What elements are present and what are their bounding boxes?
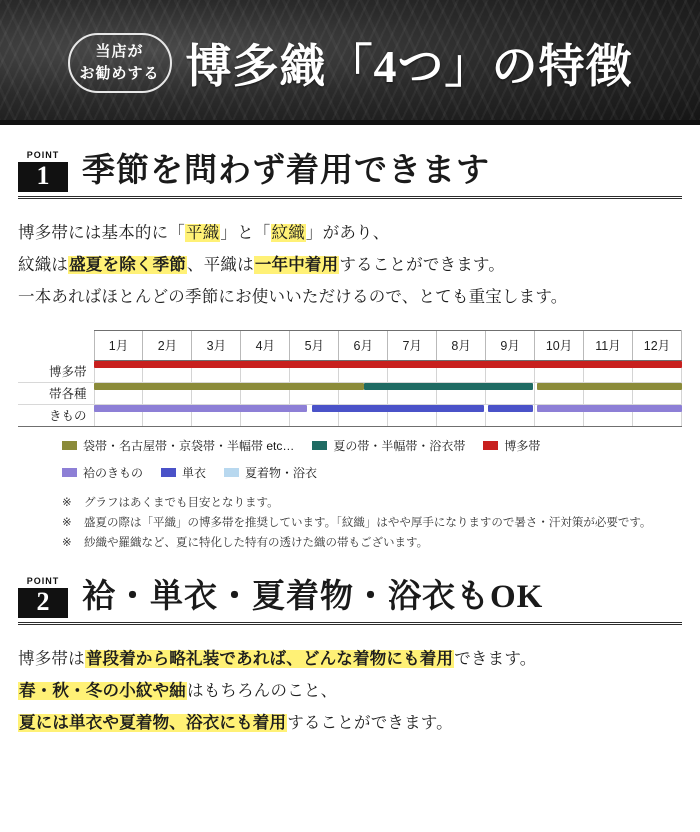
point-1-paragraph-2: 紋織は盛夏を除く季節、平織は一年中着用することができます。 (18, 256, 506, 275)
chart-track-cell (192, 360, 241, 382)
legend-item (161, 464, 206, 481)
chart-notes (62, 493, 682, 553)
chart-track-cell (535, 404, 584, 426)
chart-track-cell (290, 382, 339, 404)
chart-track-cell (486, 360, 535, 382)
highlight-seika-nozoku: 盛夏を除く季節 (69, 256, 187, 275)
chart-body (18, 360, 682, 426)
banner-badge (68, 33, 172, 93)
note-mark: ※ (62, 516, 72, 529)
banner-badge-line1: 当店が (95, 42, 144, 60)
point-2-heading (18, 577, 682, 625)
chart-month-header: 10月 (535, 330, 584, 360)
point-2-title: 袷・単衣・夏着物・浴衣もOK (82, 578, 544, 615)
chart-track-cell (192, 404, 241, 426)
page-title: 博多織「4つ」の特徴 (185, 40, 633, 92)
point-1-title: 季節を問わず着用できます (82, 153, 490, 190)
chart-legend-row-2 (62, 464, 682, 481)
chart-track-cell (632, 404, 681, 426)
legend-label: 袷のきもの (83, 465, 144, 480)
legend-label: 夏の帯・半幅帯・浴衣帯 (333, 438, 466, 453)
chart-track-cell (339, 360, 388, 382)
chart-month-header: 9月 (486, 330, 535, 360)
note-text: グラフはあくまでも目安となります。 (84, 496, 279, 509)
chart-track-cell (94, 382, 143, 404)
note-text: 紗織や羅織など、夏に特化した特有の透けた織の帯もございます。 (84, 536, 429, 549)
season-chart-table (18, 330, 682, 427)
chart-track-cell (437, 360, 486, 382)
point-1-heading (18, 151, 682, 199)
chart-track-cell (535, 382, 584, 404)
chart-month-header: 12月 (632, 330, 681, 360)
point-2-paragraph-1 (18, 643, 682, 675)
chart-track-cell (94, 360, 143, 382)
chart-month-header: 8月 (437, 330, 486, 360)
legend-item (224, 464, 317, 481)
legend-item (483, 437, 540, 454)
highlighted-text: 春・秋・冬の小紋や紬 (19, 682, 186, 701)
chart-track-cell (584, 404, 633, 426)
highlight-monori: 紋織 (271, 224, 305, 242)
point-1-badge-word: POINT (26, 150, 60, 160)
chart-track-cell (290, 404, 339, 426)
chart-corner-cell (18, 330, 94, 360)
chart-track-cell (143, 360, 192, 382)
chart-track-cell (290, 360, 339, 382)
chart-track-cell (437, 404, 486, 426)
chart-track-cell (388, 360, 437, 382)
legend-swatch (161, 468, 176, 477)
legend-item (62, 437, 294, 454)
chart-row (18, 360, 682, 382)
plain-text: はもちろんのこと、 (187, 682, 338, 701)
chart-month-header: 11月 (584, 330, 633, 360)
chart-legend-row-1 (62, 437, 682, 454)
legend-swatch (312, 441, 327, 450)
point-1-badge (18, 151, 68, 192)
note-text: 盛夏の際は「平織」の博多帯を推奨しています。「紋織」はやや厚手になりますので暑さ・汗対策が必要です。 (84, 516, 652, 529)
chart-row-label: きもの (18, 404, 94, 426)
legend-label: 単衣 (182, 465, 207, 480)
chart-track-cell (339, 404, 388, 426)
chart-note (62, 493, 682, 513)
chart-month-header: 7月 (388, 330, 437, 360)
banner-badge-line2: お勧めする (79, 64, 160, 82)
plain-text: することができます。 (287, 714, 453, 733)
chart-row-label: 博多帯 (18, 360, 94, 382)
season-chart (18, 330, 682, 427)
chart-track-cell (143, 404, 192, 426)
chart-track-cell (486, 404, 535, 426)
highlighted-text: 普段着から略礼装であれば、どんな着物にも着用 (85, 649, 454, 668)
chart-track-cell (94, 404, 143, 426)
chart-track-cell (192, 382, 241, 404)
chart-track-cell (339, 382, 388, 404)
legend-label: 袋帯・名古屋帯・京袋帯・半幅帯 etc… (83, 438, 295, 453)
highlighted-text: 夏には単衣や夏着物、浴衣にも着用 (19, 714, 287, 733)
chart-track-cell (632, 382, 681, 404)
chart-header-row (18, 330, 682, 360)
legend-swatch (483, 441, 498, 450)
plain-text: できます。 (454, 649, 537, 668)
highlight-hiraori: 平織 (186, 224, 220, 242)
point-2-badge (18, 577, 68, 618)
plain-text: 博多帯は (18, 649, 85, 668)
legend-swatch (62, 468, 77, 477)
legend-item (312, 437, 465, 454)
point-2-paragraph-3 (18, 707, 682, 739)
chart-row (18, 404, 682, 426)
chart-row (18, 382, 682, 404)
note-mark: ※ (62, 496, 72, 509)
chart-track-cell (486, 382, 535, 404)
chart-track-cell (584, 382, 633, 404)
chart-track-cell (241, 382, 290, 404)
chart-month-header: 4月 (241, 330, 290, 360)
chart-month-header: 5月 (290, 330, 339, 360)
point-2-paragraph-2 (18, 675, 682, 707)
chart-month-header: 3月 (192, 330, 241, 360)
chart-track-cell (535, 360, 584, 382)
chart-month-header: 1月 (94, 330, 143, 360)
banner-content (0, 0, 700, 125)
point-1-badge-number: 1 (18, 162, 68, 192)
chart-track-cell (388, 382, 437, 404)
chart-track-cell (143, 382, 192, 404)
header-banner (0, 0, 700, 125)
chart-note (62, 533, 682, 553)
chart-track-cell (241, 404, 290, 426)
point-1-paragraph-3: 一本あればほとんどの季節にお使いいただけるので、とても重宝します。 (18, 288, 568, 307)
chart-track-cell (241, 360, 290, 382)
legend-label: 博多帯 (504, 438, 541, 453)
point-2-badge-number: 2 (18, 588, 68, 618)
legend-swatch (224, 468, 239, 477)
legend-swatch (62, 441, 77, 450)
legend-item (62, 464, 143, 481)
chart-row-label: 帯各種 (18, 382, 94, 404)
chart-month-header: 6月 (339, 330, 388, 360)
point-1-paragraph-1: 博多帯には基本的に「平織」と「紋織」があり、 (18, 224, 390, 242)
chart-month-header: 2月 (143, 330, 192, 360)
chart-track-cell (437, 382, 486, 404)
chart-track-cell (632, 360, 681, 382)
highlight-ichinenju: 一年中着用 (254, 256, 339, 275)
chart-track-cell (584, 360, 633, 382)
point-2-badge-word: POINT (26, 575, 60, 586)
legend-label: 夏着物・浴衣 (245, 465, 318, 480)
note-mark: ※ (62, 536, 72, 549)
chart-track-cell (388, 404, 437, 426)
chart-note (62, 513, 682, 533)
